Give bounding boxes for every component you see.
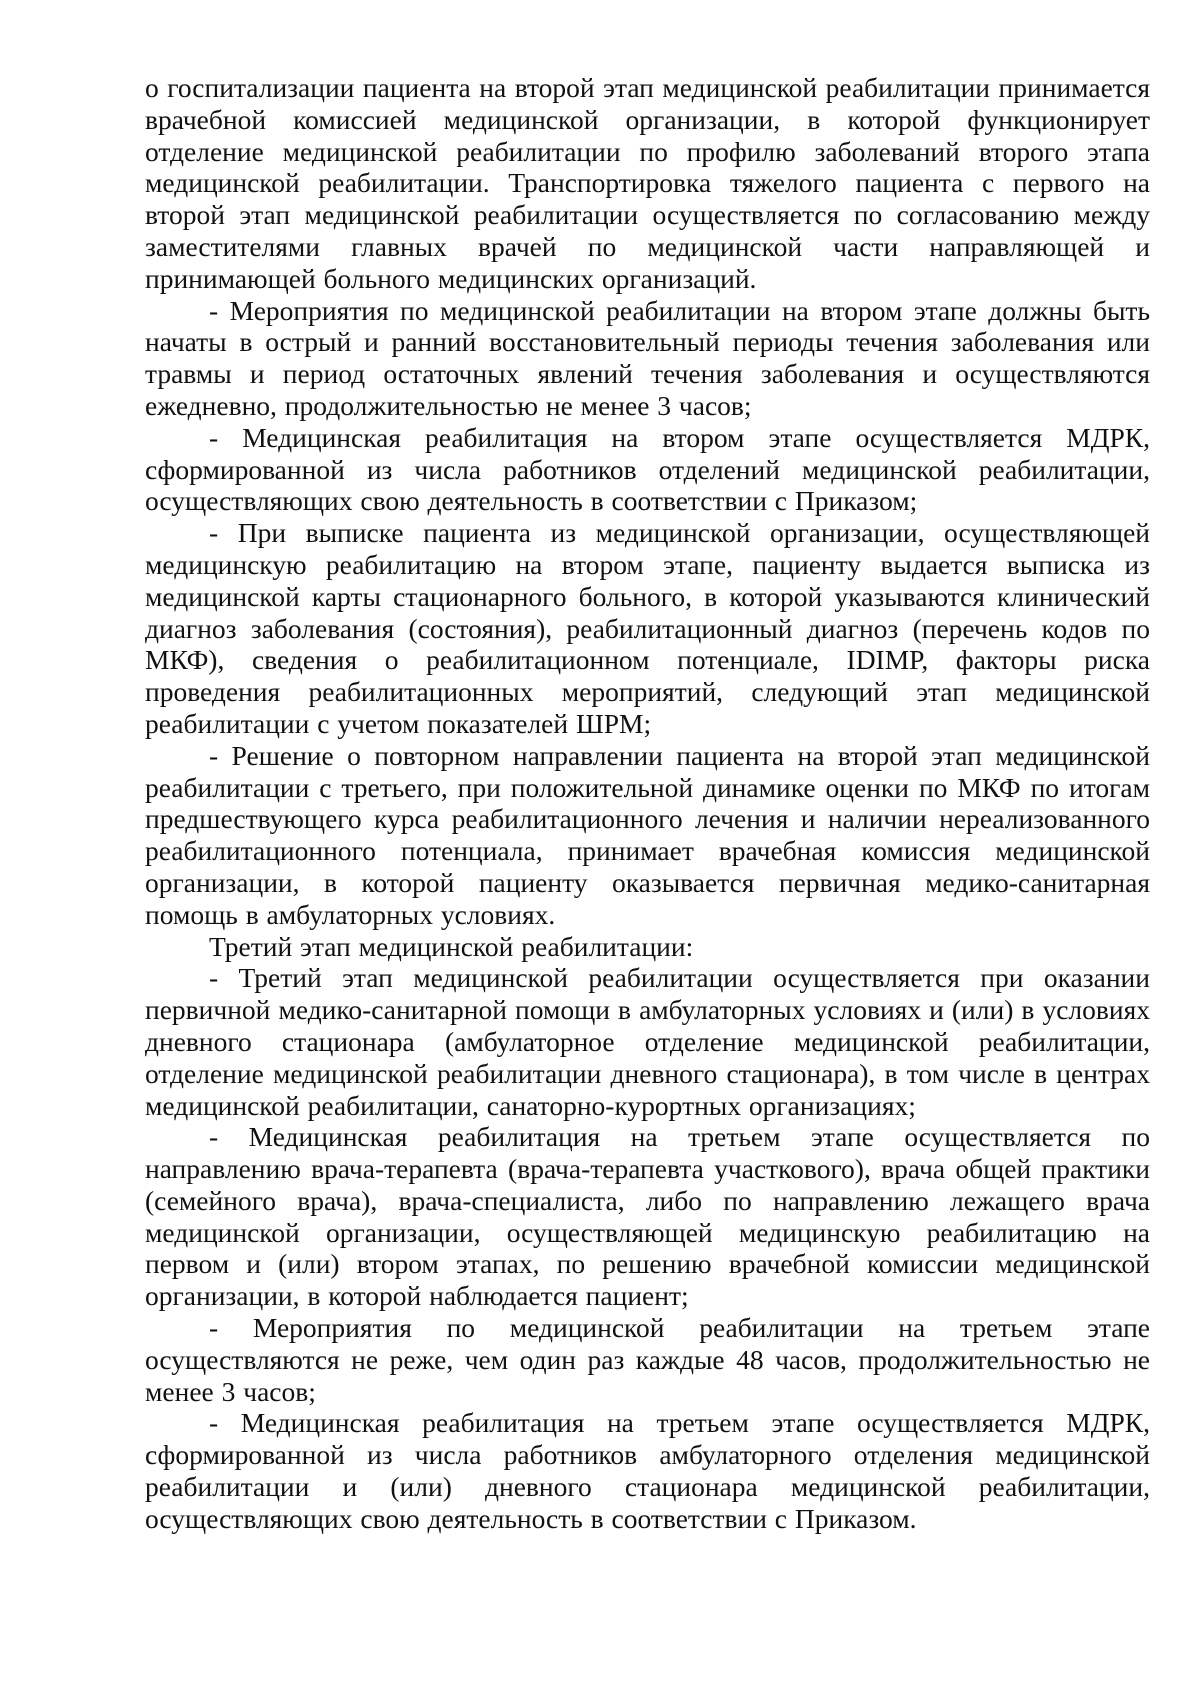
paragraph-repeat-referral: - Решение о повторном направлении пациента на второй этап медицинской реабилитации с третьего, при положительной динамике оценки по МКФ по итогам предшествующего курса реабилитационного лечения и наличии нереализованного реабилитационного потенциала, принимает врачебная комиссия медицинской организации, в которой пациенту оказывается первичная медико-санитарная помощь в амбулаторных условиях.: [145, 739, 1150, 930]
section-heading-third-stage: Третий этап медицинской реабилитации:: [209, 930, 694, 962]
paragraph-second-stage-measures: - Мероприятия по медицинской реабилитации на втором этапе должны быть начаты в острый и ранний восстановительный периоды течения заболевания или травмы и период остаточных явлений течения заболевания и осуществляются ежедневно, продолжительностью не менее 3 часов;: [145, 294, 1150, 421]
paragraph-third-stage-frequency: - Мероприятия по медицинской реабилитации на третьем этапе осуществляются не реже, чем один раз каждые 48 часов, продолжительностью не менее 3 часов;: [145, 1312, 1150, 1407]
paragraph-discharge: - При выписке пациента из медицинской организации, осуществляющей медицинскую реабилитацию на втором этапе, пациенту выдается выписка из медицинской карты стационарного больного, в которой указываются клинический диагноз заболевания (состояния), реабилитационный диагноз (перечень кодов по МКФ), сведения о реабилитационном потенциале, IDIMP, факторы риска проведения реабилитационных мероприятий, следующий этап медицинской реабилитации с учетом показателей ШРМ;: [145, 517, 1150, 739]
document-body: [145, 72, 1150, 1535]
paragraph-third-stage-referral: - Медицинская реабилитация на третьем этапе осуществляется по направлению врача-терапевта (врача-терапевта участкового), врача общей практики (семейного врача), врача-специалиста, либо по направлению лежащего врача медицинской организации, осуществляющей медицинскую реабилитацию на первом и (или) втором этапах, по решению врачебной комиссии медицинской организации, в которой наблюдается пациент;: [145, 1121, 1150, 1312]
paragraph-third-stage-setting: - Третий этап медицинской реабилитации осуществляется при оказании первичной медико-санитарной помощи в амбулаторных условиях и (или) в условиях дневного стационара (амбулаторное отделение медицинской реабилитации, отделение медицинской реабилитации дневного стационара), в том числе в центрах медицинской реабилитации, санаторно-курортных организациях;: [145, 962, 1150, 1121]
paragraph-third-stage-mdrk: - Медицинская реабилитация на третьем этапе осуществляется МДРК, сформированной из числа работников амбулаторного отделения медицинской реабилитации и (или) дневного стационара медицинской реабилитации, осуществляющих свою деятельность в соответствии с Приказом.: [145, 1407, 1150, 1534]
paragraph-second-stage-mdrk: - Медицинская реабилитация на втором этапе осуществляется МДРК, сформированной из числа работников отделений медицинской реабилитации, осуществляющих свою деятельность в соответствии с Приказом;: [145, 421, 1150, 517]
paragraph-continuation: о госпитализации пациента на второй этап медицинской реабилитации принимается врачебной комиссией медицинской организации, в которой функционирует отделение медицинской реабилитации по профилю заболеваний второго этапа медицинской реабилитации. Транспортировка тяжелого пациента с первого на второй этап медицинской реабилитации осуществляется по согласованию между заместителями главных врачей по медицинской части направляющей и принимающей больного медицинских организаций.: [145, 72, 1150, 294]
